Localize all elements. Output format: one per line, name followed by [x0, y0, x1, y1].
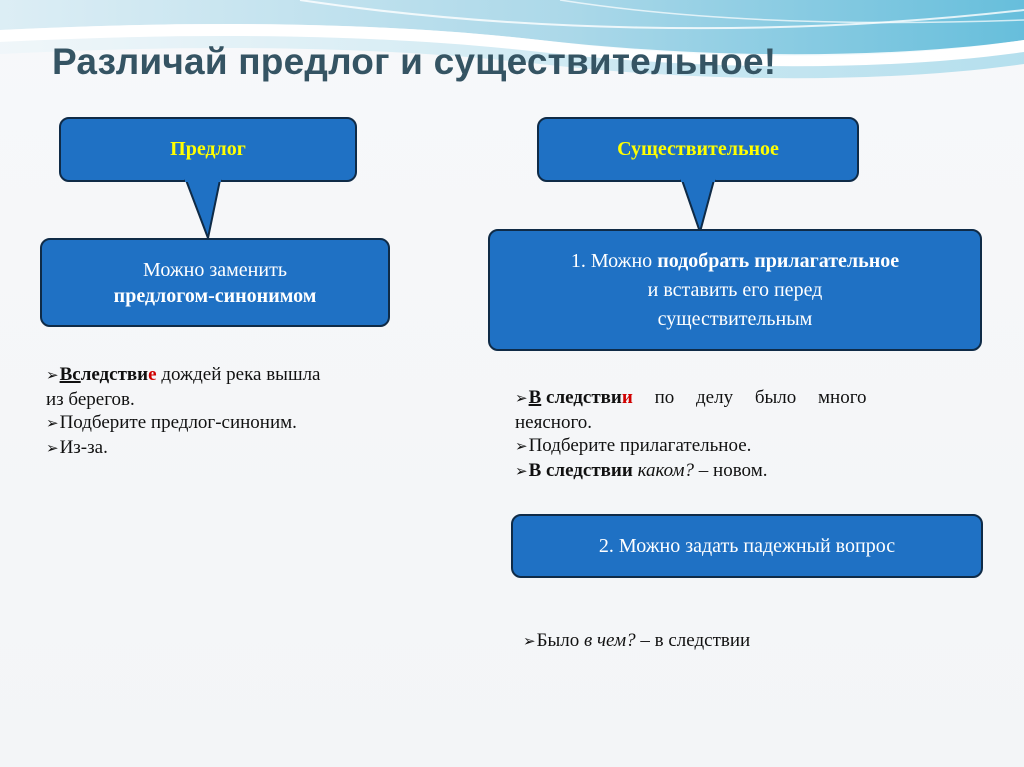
- preposition-callout-pointer: [180, 178, 240, 240]
- example-1-bold-part: ледстви: [80, 364, 149, 385]
- preposition-example-1: [46, 363, 436, 388]
- noun-example-1-line2: неясного.: [515, 412, 593, 433]
- noun-example-1: [515, 386, 955, 411]
- noun-example-1-rest: по делу было много: [632, 387, 867, 408]
- arrow-bullet-icon: ➢: [46, 368, 59, 384]
- final-example-answer: – в следствии: [635, 630, 751, 651]
- example-1-underlined-part: Вс: [59, 364, 81, 385]
- noun-info1-line2: и вставить его перед: [647, 278, 823, 301]
- example-3-text: Из-за.: [59, 437, 108, 458]
- slide-title: Различай предлог и существительное!: [52, 41, 777, 82]
- preposition-info-line1: Можно заменить: [143, 258, 287, 281]
- example-1-red-ending: е: [148, 364, 157, 385]
- noun-header-box: [537, 117, 859, 182]
- example-1-rest: дождей река вышла: [156, 364, 321, 385]
- noun-info-box-2: [511, 514, 983, 578]
- preposition-example-2: [46, 411, 436, 436]
- preposition-example-1-line2: из берегов.: [46, 389, 135, 410]
- final-example-part1: Было: [536, 630, 584, 651]
- noun-examples: [515, 386, 955, 484]
- noun-info1-prefix: 1. Можно: [570, 249, 658, 272]
- arrow-bullet-icon: ➢: [515, 439, 528, 455]
- noun-example-1-red-ending: и: [621, 387, 633, 408]
- noun-example-2-text: Подберите прилагательное.: [528, 435, 752, 456]
- arrow-bullet-icon: ➢: [46, 416, 59, 432]
- noun-example-3-italic: каком?: [632, 460, 695, 481]
- noun-example-3: [515, 459, 955, 484]
- preposition-header-label: Предлог: [170, 138, 246, 160]
- noun-example-3-rest: – новом.: [694, 460, 768, 481]
- noun-info1-line1: [571, 247, 899, 276]
- noun-callout-pointer: [678, 178, 728, 234]
- preposition-examples: [46, 363, 436, 461]
- noun-header-label: Существительное: [617, 138, 779, 160]
- noun-final-example: [523, 629, 943, 654]
- arrow-bullet-icon: ➢: [515, 391, 528, 407]
- noun-info1-bold: подобрать прилагательное: [657, 249, 900, 272]
- preposition-info-line2: предлогом-синонимом: [113, 284, 317, 307]
- noun-info-box-1: [488, 229, 982, 351]
- noun-example-3-bold: В следствии: [528, 460, 633, 481]
- arrow-bullet-icon: ➢: [46, 441, 59, 457]
- preposition-header-box: [59, 117, 357, 182]
- noun-info1-line3: существительным: [657, 307, 813, 330]
- noun-example-1-underlined-part: В: [528, 387, 542, 408]
- arrow-bullet-icon: ➢: [515, 464, 528, 480]
- noun-example-2: [515, 434, 955, 459]
- example-2-text: Подберите предлог-синоним.: [59, 412, 297, 433]
- arrow-bullet-icon: ➢: [523, 634, 536, 650]
- preposition-info-box: [40, 238, 390, 327]
- preposition-example-3: [46, 436, 436, 461]
- final-example-question: в чем?: [584, 630, 636, 651]
- noun-info2-text: 2. Можно задать падежный вопрос: [598, 534, 896, 557]
- noun-example-1-bold-part: следстви: [541, 387, 622, 408]
